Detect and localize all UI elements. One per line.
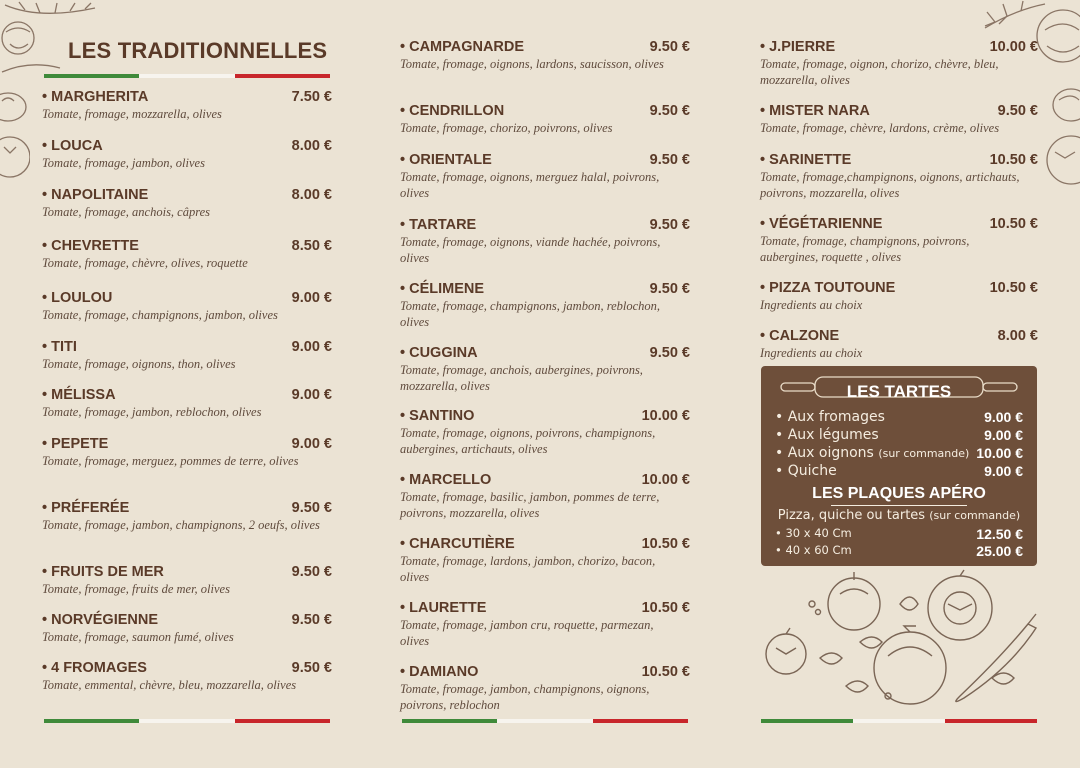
item-description: Ingredients au choix [760,298,863,312]
item-name: • PEPETE [42,436,108,452]
item-name: • TARTARE [400,217,476,233]
vegetables-illustration [760,568,1040,713]
item-price: 9.50 € [649,345,690,361]
item-price: 10.50 € [989,152,1038,168]
item-name: • PRÉFERÉE [42,500,129,516]
item-description: Tomate, fromage, jambon, champignons, 2 oeufs, olives [42,518,320,532]
item-description: Tomate, fromage, champignons, poivrons, aubergines, roquette , olives [760,234,970,264]
item-name: • ORIENTALE [400,152,492,168]
item-description: Tomate, fromage, jambon, champignons, oignons, poivrons, reblochon [400,682,650,712]
item-description: Tomate, fromage, oignons, poivrons, champignons, aubergines, artichauts, olives [400,426,656,456]
item-price: 10.00 € [989,39,1038,55]
item-name: • SANTINO [400,408,474,424]
menu-item [400,152,690,201]
item-name: • CALZONE [760,328,839,344]
tartes-title: LES TARTES [846,382,952,401]
item-description: Tomate, fromage, champignons, jambon, olives [42,308,278,322]
item-name: • MARCELLO [400,472,491,488]
item-price: 10.50 € [989,280,1038,296]
item-name: • MISTER NARA [760,103,870,119]
apero-underline [831,505,967,506]
menu-item [42,660,332,693]
tarte-price: 9.00 € [984,409,1023,425]
item-name: • LOULOU [42,290,112,306]
item-description: Tomate, fromage, chorizo, poivrons, olives [400,121,613,135]
item-price: 8.00 € [291,138,332,154]
item-description: Tomate, fromage, oignons, viande hachée, poivrons, olives [400,235,661,265]
item-name: • LAURETTE [400,600,486,616]
apero-size [775,543,1023,559]
item-price: 9.50 € [649,281,690,297]
tarte-price: 10.00 € [976,445,1023,461]
apero-subtitle: Pizza, quiche ou tartes (sur commande) [777,508,1021,523]
item-price: 10.50 € [989,216,1038,232]
item-description: Tomate, fromage, lardons, jambon, chorizo, bacon, olives [400,554,656,584]
item-name: • SARINETTE [760,152,851,168]
menu-item [42,238,332,271]
item-description: Tomate, fromage, jambon, reblochon, olives [42,405,262,419]
menu-item [760,152,1038,201]
item-name: • MÉLISSA [42,387,116,403]
item-price: 9.50 € [649,39,690,55]
tarte-item [775,445,1023,461]
tarte-label: • Aux oignons (sur commande) [775,445,969,461]
tarte-price: 9.00 € [984,463,1023,479]
size-label: • 30 x 40 Cm [775,526,852,542]
menu-item [400,103,690,136]
page-title: LES TRADITIONNELLES [68,38,328,63]
item-name: • CÉLIMENE [400,281,484,297]
menu-item [42,339,332,372]
item-price: 9.50 € [291,660,332,676]
item-description: Tomate, fromage, fruits de mer, olives [42,582,230,596]
menu-item [760,280,1038,313]
menu-item [400,217,690,266]
item-name: • CUGGINA [400,345,478,361]
item-description: Tomate, fromage, jambon, olives [42,156,205,170]
italian-flag-divider [44,719,330,723]
item-description: Tomate, fromage, oignons, thon, olives [42,357,236,371]
item-description: Tomate, fromage, oignons, lardons, saucisson, olives [400,57,664,71]
item-description: Ingredients au choix [760,346,863,360]
tarte-item [775,427,1023,443]
item-price: 9.50 € [291,564,332,580]
item-description: Tomate, fromage,champignons, oignons, artichauts, poivrons, mozzarella, olives [760,170,1020,200]
size-price: 12.50 € [976,526,1023,542]
item-description: Tomate, fromage, oignon, chorizo, chèvre, bleu, mozzarella, olives [760,57,999,87]
item-price: 10.50 € [641,600,690,616]
menu-item [400,664,690,713]
item-price: 9.50 € [291,500,332,516]
tartes-panel [761,366,1037,566]
tarte-price: 9.00 € [984,427,1023,443]
tarte-label: • Quiche [775,463,837,479]
item-name: • PIZZA TOUTOUNE [760,280,895,296]
item-price: 9.50 € [291,612,332,628]
menu-item [42,564,332,597]
item-name: • FRUITS DE MER [42,564,164,580]
menu-item [42,387,332,420]
menu-item [42,612,332,645]
item-description: Tomate, fromage, chèvre, olives, roquette [42,256,248,270]
menu-item [760,328,1038,361]
item-price: 9.50 € [649,152,690,168]
item-description: Tomate, fromage, anchois, aubergines, poivrons, mozzarella, olives [400,363,643,393]
tarte-label: • Aux légumes [775,427,879,443]
menu-item [42,436,332,469]
item-name: • MARGHERITA [42,89,148,105]
menu-item [42,187,332,220]
item-name: • 4 FROMAGES [42,660,147,676]
item-description: Tomate, emmental, chèvre, bleu, mozzarella, olives [42,678,297,692]
italian-flag-divider [402,719,688,723]
item-description: Tomate, fromage, mozzarella, olives [42,107,222,121]
item-name: • DAMIANO [400,664,478,680]
item-price: 7.50 € [291,89,332,105]
item-name: • LOUCA [42,138,103,154]
item-price: 8.50 € [291,238,332,254]
tomato-icon [0,85,30,185]
item-name: • NAPOLITAINE [42,187,148,203]
item-description: Tomate, fromage, anchois, câpres [42,205,211,219]
item-name: • J.PIERRE [760,39,835,55]
italian-flag-divider [761,719,1037,723]
item-description: Tomate, fromage, saumon fumé, olives [42,630,234,644]
item-description: Tomate, fromage, merguez, pommes de terre, olives [42,454,299,468]
item-price: 9.50 € [997,103,1038,119]
item-price: 10.50 € [641,664,690,680]
item-name: • CAMPAGNARDE [400,39,524,55]
item-name: • VÉGÉTARIENNE [760,216,882,232]
item-price: 10.00 € [641,472,690,488]
tarte-label: • Aux fromages [775,409,885,425]
item-description: Tomate, fromage, jambon cru, roquette, parmezan, olives [400,618,654,648]
apero-title: LES PLAQUES APÉRO [812,485,986,502]
item-price: 9.00 € [291,290,332,306]
item-name: • NORVÉGIENNE [42,612,158,628]
menu-item [42,290,332,323]
menu-item [760,39,1038,88]
menu-item [400,472,690,521]
item-price: 8.00 € [291,187,332,203]
menu-item [760,216,1038,265]
item-price: 8.00 € [997,328,1038,344]
item-name: • CHARCUTIÈRE [400,536,515,552]
italian-flag-divider [44,74,330,78]
item-name: • TITI [42,339,77,355]
item-name: • CENDRILLON [400,103,504,119]
size-label: • 40 x 60 Cm [775,543,852,559]
item-price: 9.50 € [649,217,690,233]
item-description: Tomate, fromage, chèvre, lardons, crème, olives [760,121,1000,135]
menu-item [400,345,690,394]
item-price: 10.00 € [641,408,690,424]
item-price: 9.00 € [291,387,332,403]
item-description: Tomate, fromage, oignons, merguez halal, poivrons, olives [400,170,660,200]
menu-item [42,89,332,122]
menu-item [42,500,332,533]
item-price: 9.00 € [291,436,332,452]
item-price: 10.50 € [641,536,690,552]
menu-item [400,536,690,585]
item-name: • CHEVRETTE [42,238,139,254]
menu-item [760,103,1038,136]
tarte-item [775,463,1023,479]
menu-item [400,408,690,457]
item-price: 9.50 € [649,103,690,119]
item-price: 9.00 € [291,339,332,355]
menu-item [400,281,690,330]
item-description: Tomate, fromage, champignons, jambon, reblochon, olives [400,299,661,329]
tarte-item [775,409,1023,425]
size-price: 25.00 € [976,543,1023,559]
menu-item [400,39,690,72]
item-description: Tomate, fromage, basilic, jambon, pommes de terre, poivrons, mozzarella, olives [400,490,660,520]
apero-size [775,526,1023,542]
menu-item [400,600,690,649]
menu-item [42,138,332,171]
